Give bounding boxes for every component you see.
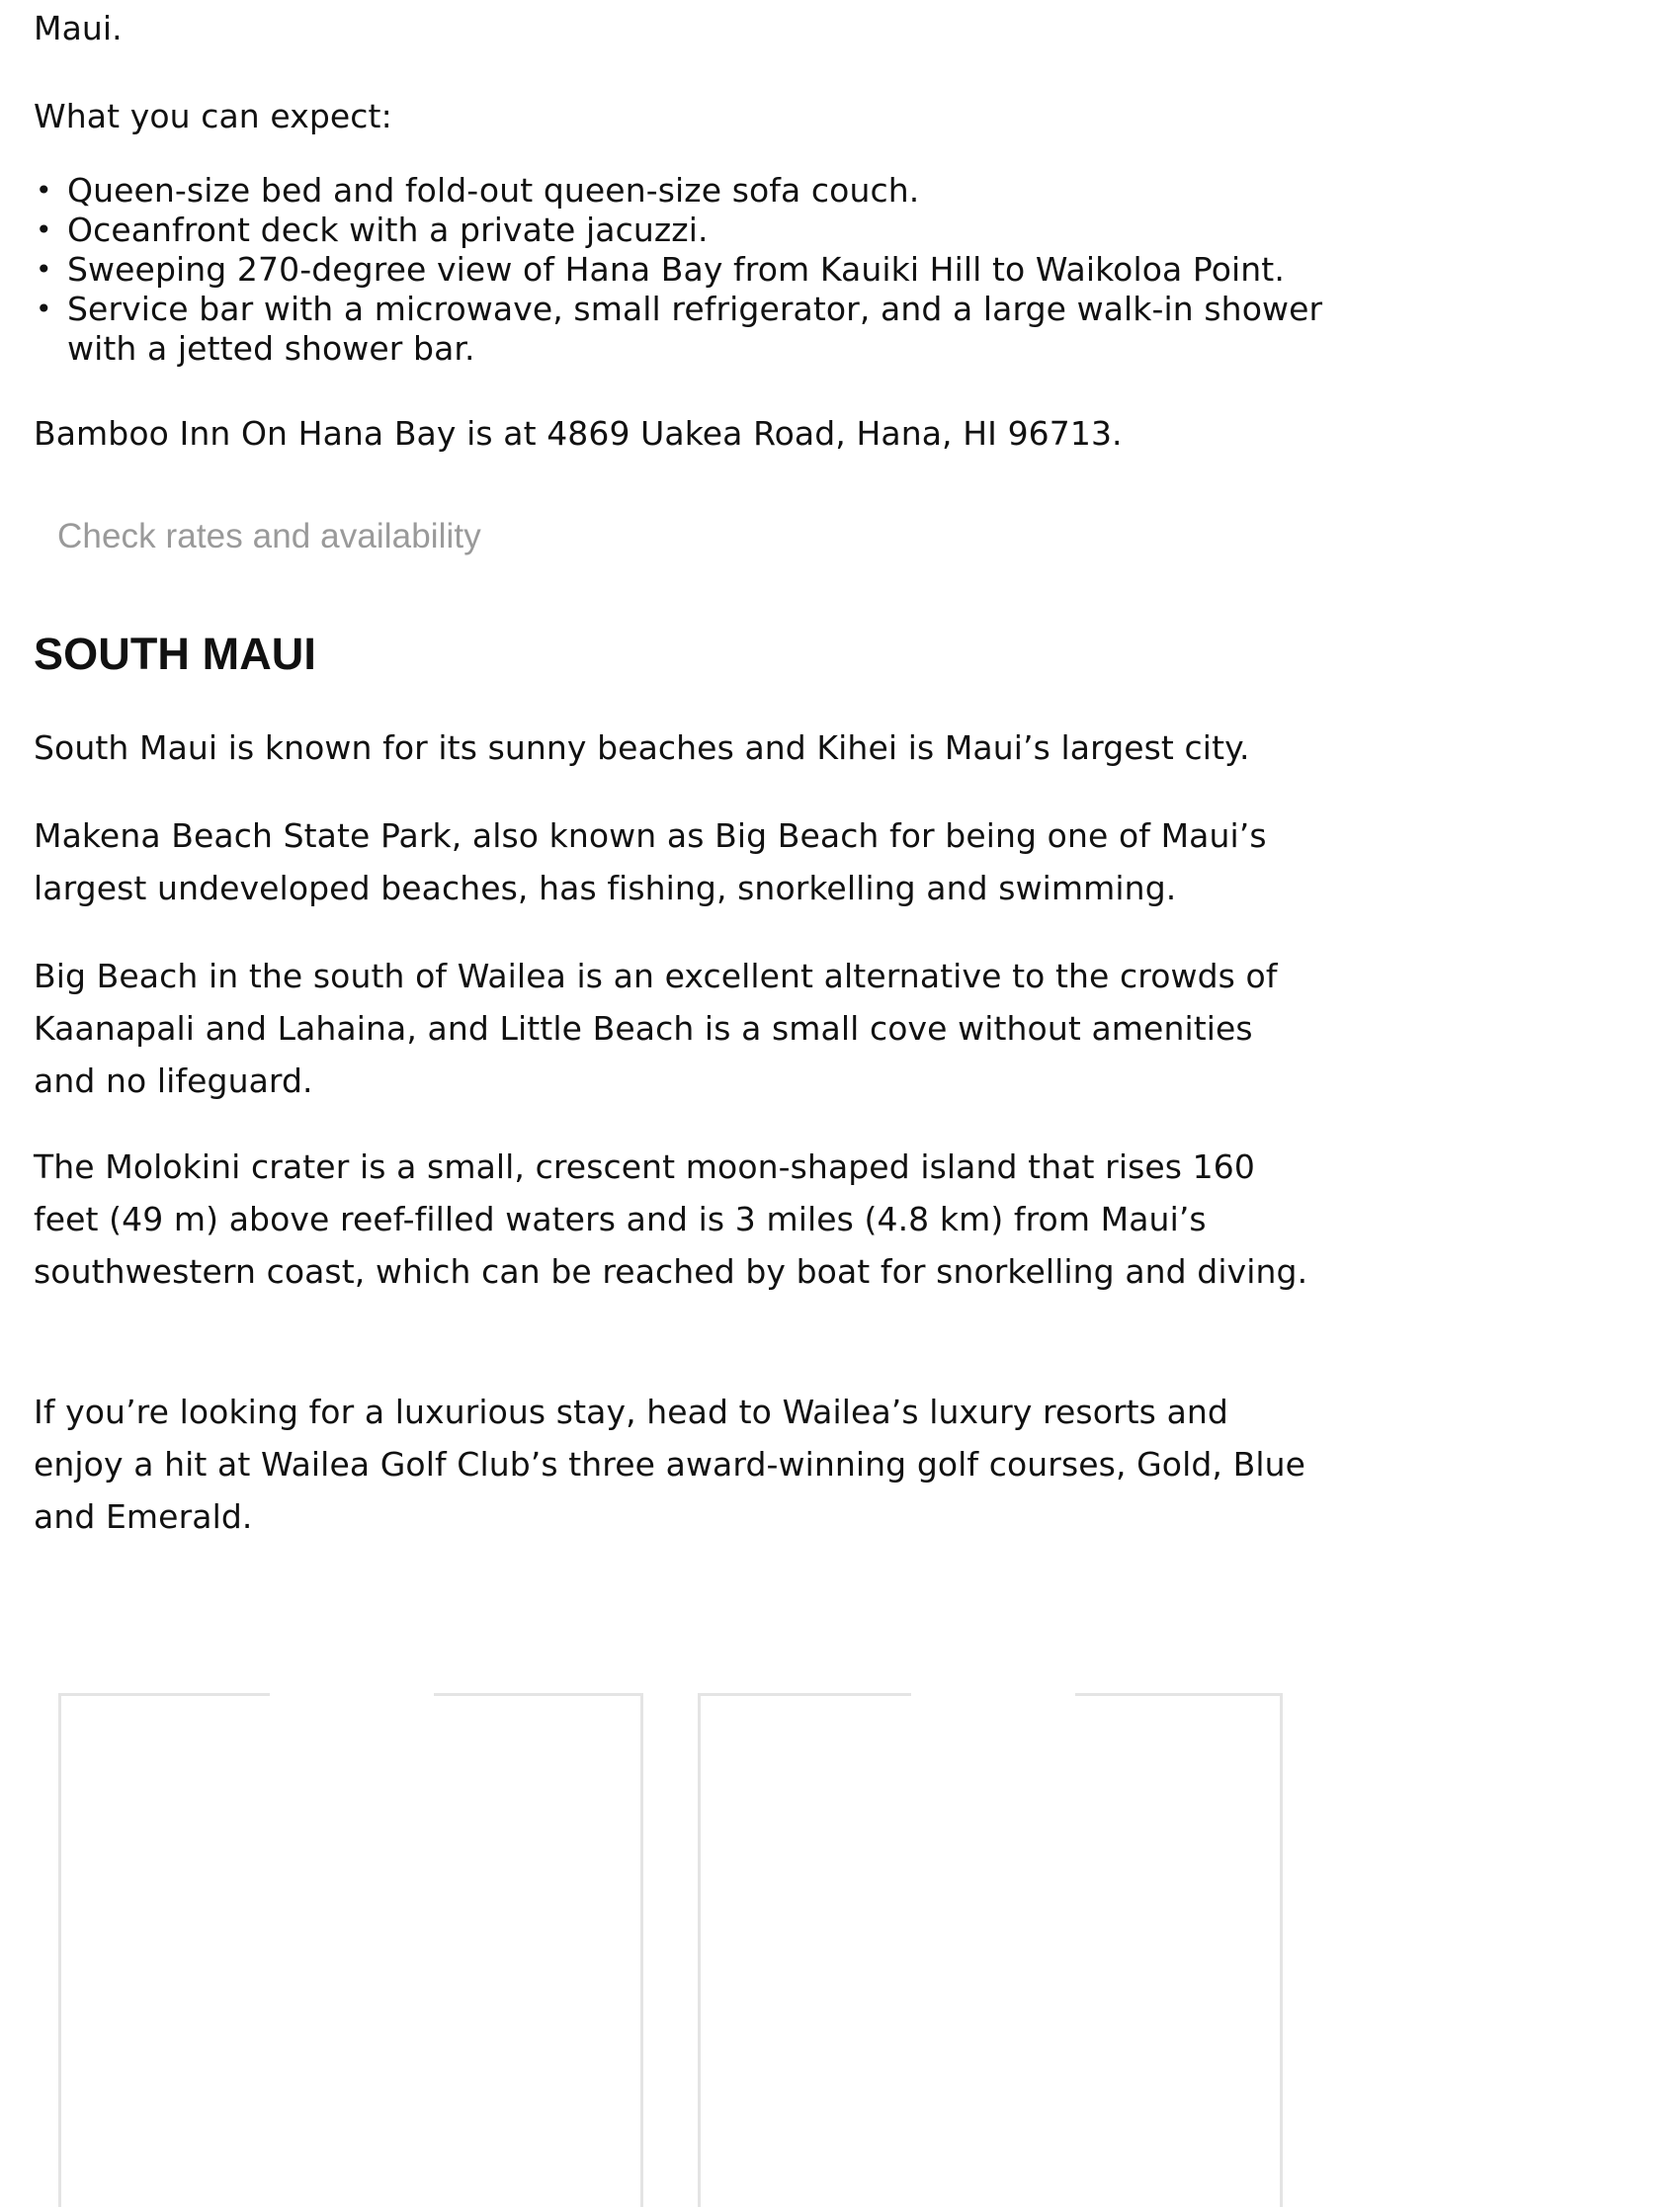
check-rates-link[interactable]: Check rates and availability [57, 517, 481, 555]
paragraph: Makena Beach State Park, also known as Big Beach for being one of Maui’s largest undeveloped beaches, has fishing, snorkelling and swimming. [34, 816, 1267, 907]
list-item: • Sweeping 270-degree view of Hana Bay from Kauiki Hill to Waikoloa Point. [67, 250, 1342, 290]
paragraph: If you’re looking for a luxurious stay, head to Wailea’s luxury resorts and enjoy a hit at Wailea Golf Club’s three award-winning golf courses, Gold, Blue and Emerald. [34, 1393, 1306, 1536]
list-item: • Queen-size bed and fold-out queen-size sofa couch. [67, 171, 1342, 211]
features-intro: What you can expect: [34, 97, 392, 135]
card-tab-gap [911, 1692, 1075, 1698]
lead-fragment: Maui. [34, 9, 123, 47]
list-item: • Oceanfront deck with a private jacuzzi. [67, 211, 1342, 250]
features-list [34, 171, 1342, 369]
list-item: • Service bar with a microwave, small refrigerator, and a large walk-in shower with a jetted shower bar. [67, 290, 1342, 369]
card-tab-gap [270, 1692, 434, 1698]
paragraph: South Maui is known for its sunny beaches and Kihei is Maui’s largest city. [34, 728, 1250, 767]
paragraph: Big Beach in the south of Wailea is an excellent alternative to the crowds of Kaanapali and Lahaina, and Little Beach is a small cove without amenities and no lifeguard. [34, 957, 1278, 1100]
paragraph: The Molokini crater is a small, crescent moon-shaped island that rises 160 feet (49 m) above reef-filled waters and is 3 miles (4.8 km) from Maui’s southwestern coast, which can be reached by boat for snorkelling and diving. [34, 1147, 1308, 1291]
ad-card-left[interactable] [58, 1693, 643, 2207]
section-heading: SOUTH MAUI [34, 629, 316, 679]
hotel-address: Bamboo Inn On Hana Bay is at 4869 Uakea Road, Hana, HI 96713. [34, 414, 1123, 453]
ad-card-right[interactable] [698, 1693, 1283, 2207]
